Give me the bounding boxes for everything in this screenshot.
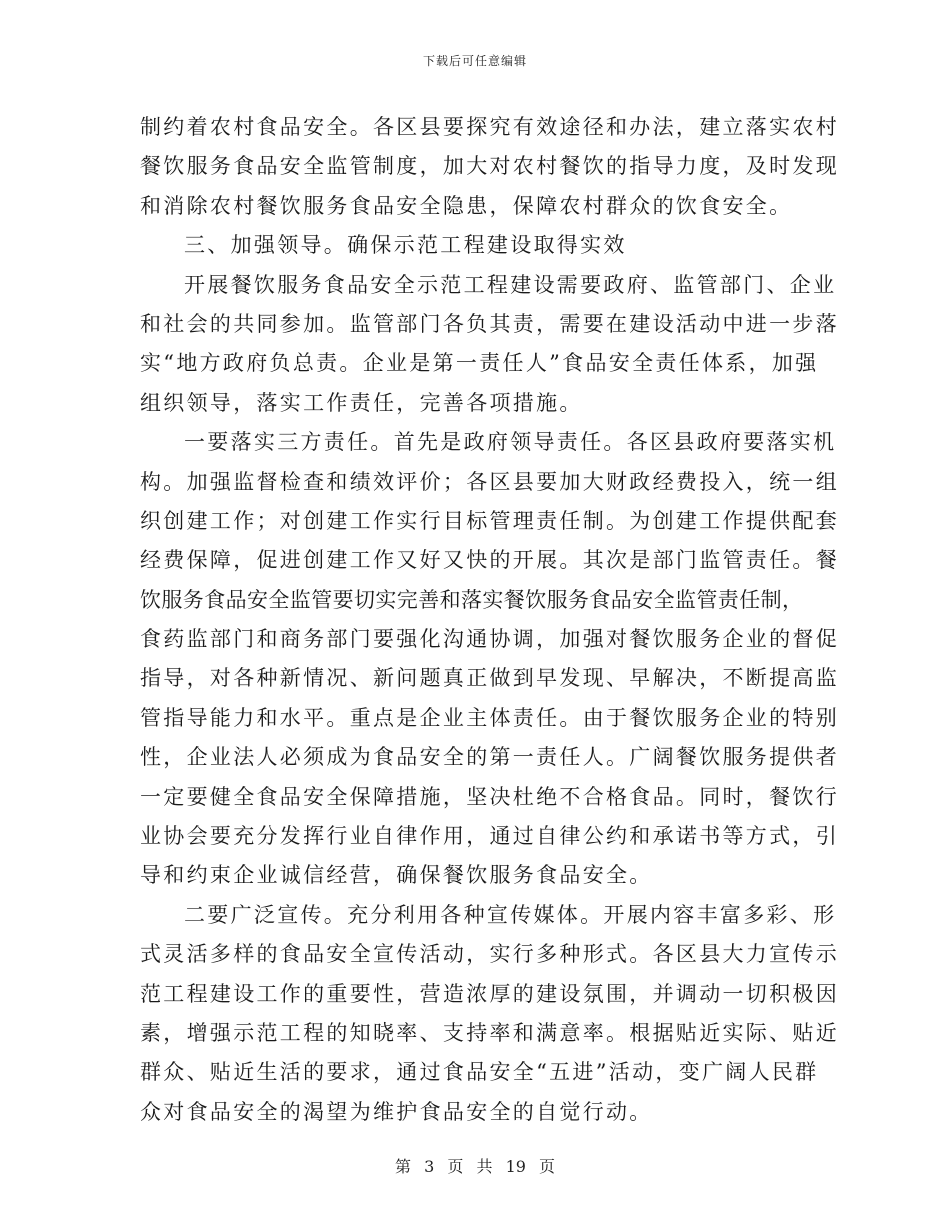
body-line: 一定要健全食品安全保障措施，坚决杜绝不合格食品。同时，餐饮行 bbox=[140, 784, 839, 809]
body-line: 组织领导，落实工作责任，完善各项措施。 bbox=[140, 390, 583, 415]
body-line: 指导，对各种新情况、新问题真正做到早发现、早解决，不断提高监 bbox=[140, 666, 839, 691]
body-line: 开展餐饮服务食品安全示范工程建设需要政府、监管部门、企业 bbox=[184, 272, 837, 297]
section-heading: 三、加强领导。确保示范工程建设取得实效 bbox=[184, 233, 627, 258]
body-line: 二要广泛宣传。充分利用各种宣传媒体。开展内容丰富多彩、形 bbox=[184, 902, 837, 927]
body-line: 织创建工作；对创建工作实行目标管理责任制。为创建工作提供配套 bbox=[140, 508, 839, 533]
document-body bbox=[140, 108, 839, 1132]
total-page-count: 19 bbox=[505, 1157, 526, 1176]
body-line: 和消除农村餐饮服务食品安全隐患，保障农村群众的饮食安全。 bbox=[140, 193, 793, 218]
body-line: 经费保障，促进创建工作又好又快的开展。其次是部门监管责任。餐 bbox=[140, 548, 839, 573]
page-header-note: 下载后可任意编辑 bbox=[422, 54, 527, 68]
body-line: 众对食品安全的渴望为维护食品安全的自觉行动。 bbox=[140, 1099, 653, 1124]
page-number-footer bbox=[0, 1154, 950, 1177]
body-line: 食药监部门和商务部门要强化沟通协调，加强对餐饮服务企业的督促 bbox=[140, 627, 839, 652]
footer-total-word: 共 bbox=[476, 1157, 493, 1176]
body-line: 素，增强示范工程的知晓率、支持率和满意率。根据贴近实际、贴近 bbox=[140, 1020, 839, 1045]
body-line: 构。加强监督检查和绩效评价；各区县要加大财政经费投入，统一组 bbox=[140, 469, 839, 494]
body-line: 一要落实三方责任。首先是政府领导责任。各区县政府要落实机 bbox=[184, 430, 837, 455]
body-line: 性，企业法人必须成为食品安全的第一责任人。广阔餐饮服务提供者 bbox=[140, 745, 839, 770]
body-line: 范工程建设工作的重要性，营造浓厚的建设氛围，并调动一切积极因 bbox=[140, 981, 839, 1006]
body-line: 导和约束企业诚信经营，确保餐饮服务食品安全。 bbox=[140, 863, 653, 888]
footer-page-word: 页 bbox=[447, 1157, 464, 1176]
body-line: 制约着农村食品安全。各区县要探究有效途径和办法，建立落实农村 bbox=[140, 115, 839, 139]
body-line: 式灵活多样的食品安全宣传活动，实行多种形式。各区县大力宣传示 bbox=[140, 942, 839, 967]
footer-suffix: 页 bbox=[539, 1157, 556, 1176]
body-line: 管指导能力和水平。重点是企业主体责任。由于餐饮服务企业的特别 bbox=[140, 705, 839, 730]
body-line: 餐饮服务食品安全监管制度，加大对农村餐饮的指导力度，及时发现 bbox=[140, 154, 839, 179]
body-line: 实“地方政府负总责。企业是第一责任人”食品安全责任体系，加强 bbox=[140, 351, 819, 376]
body-line: 业协会要充分发挥行业自律作用，通过自律公约和承诺书等方式，引 bbox=[140, 824, 839, 849]
footer-prefix: 第 bbox=[394, 1157, 411, 1176]
body-line: 群众、贴近生活的要求，通过食品安全“五进”活动，变广阔人民群 bbox=[140, 1060, 819, 1085]
body-line: 和社会的共同参加。监管部门各负其责，需要在建设活动中进一步落 bbox=[140, 311, 839, 336]
body-line: 饮服务食品安全监管要切实完善和落实餐饮服务食品安全监管责任制， bbox=[140, 587, 804, 612]
current-page-number: 3 bbox=[424, 1157, 435, 1176]
